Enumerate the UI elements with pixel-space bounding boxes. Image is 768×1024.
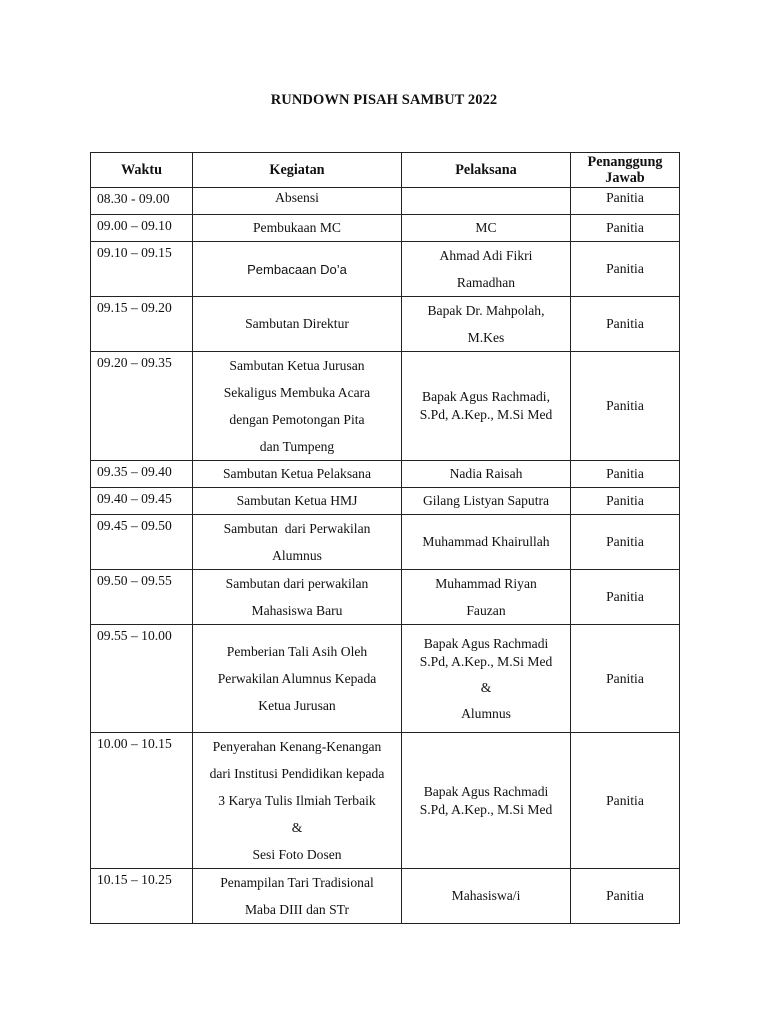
table-row: [91, 488, 680, 515]
cell-pj: Panitia: [571, 625, 680, 733]
table-row: [91, 625, 680, 733]
kegiatan-line: 3 Karya Tulis Ilmiah Terbaik: [218, 793, 376, 808]
table-row: [91, 515, 680, 570]
cell-waktu: 09.40 – 09.45: [91, 488, 193, 515]
kegiatan-line: Penyerahan Kenang-Kenangan: [212, 739, 382, 754]
table-row: [91, 215, 680, 242]
cell-kegiatan: [193, 188, 402, 215]
header-penanggung-jawab: [571, 153, 680, 188]
pelaksana-line: Fauzan: [466, 603, 506, 618]
cell-pj: [571, 188, 680, 215]
cell-pj: Panitia: [571, 733, 680, 869]
cell-waktu: 09.45 – 09.50: [91, 515, 193, 570]
pj-text: Panitia: [606, 190, 644, 205]
cell-waktu: 09.50 – 09.55: [91, 570, 193, 625]
kegiatan-line: Sekaligus Membuka Acara: [223, 385, 371, 400]
cell-waktu: 09.55 – 10.00: [91, 625, 193, 733]
cell-waktu: 10.15 – 10.25: [91, 869, 193, 924]
cell-pelaksana: [402, 242, 571, 297]
cell-pelaksana: MC: [402, 215, 571, 242]
table-row: [91, 297, 680, 352]
cell-kegiatan: Sambutan Ketua Pelaksana: [193, 461, 402, 488]
cell-kegiatan: Pembacaan Do’a: [193, 242, 402, 297]
table-row: [91, 242, 680, 297]
table-row: [91, 733, 680, 869]
rundown-table: [90, 152, 680, 924]
cell-pelaksana: Mahasiswa/i: [402, 869, 571, 924]
kegiatan-line: Maba DIII dan STr: [244, 902, 350, 917]
cell-kegiatan: [193, 625, 402, 733]
pelaksana-line: Ramadhan: [456, 275, 516, 290]
table-row: [91, 869, 680, 924]
pelaksana-line: S.Pd, A.Kep., M.Si Med: [419, 801, 553, 817]
header-pelaksana: Pelaksana: [402, 153, 571, 188]
cell-pelaksana: [402, 297, 571, 352]
cell-waktu: 09.10 – 09.15: [91, 242, 193, 297]
cell-pj: Panitia: [571, 352, 680, 461]
kegiatan-line: Perwakilan Alumnus Kepada: [217, 671, 377, 686]
cell-pelaksana: [402, 352, 571, 461]
cell-kegiatan: Sambutan Direktur: [193, 297, 402, 352]
cell-waktu: 08.30 - 09.00: [91, 188, 193, 215]
cell-kegiatan: [193, 352, 402, 461]
cell-pj: Panitia: [571, 215, 680, 242]
pelaksana-line: Ahmad Adi Fikri: [439, 248, 533, 263]
kegiatan-line: Penampilan Tari Tradisional: [220, 875, 374, 890]
cell-pj: Panitia: [571, 297, 680, 352]
cell-waktu: 09.15 – 09.20: [91, 297, 193, 352]
cell-waktu: 09.35 – 09.40: [91, 461, 193, 488]
kegiatan-line: Sambutan Ketua Jurusan: [229, 358, 365, 373]
pelaksana-line: Muhammad Riyan: [435, 576, 537, 591]
kegiatan-line: Sambutan dari perwakilan: [225, 576, 369, 591]
cell-kegiatan: [193, 515, 402, 570]
cell-kegiatan: [193, 570, 402, 625]
cell-pelaksana: [402, 733, 571, 869]
cell-pj: Panitia: [571, 488, 680, 515]
kegiatan-line: Sambutan dari Perwakilan: [223, 521, 371, 536]
pelaksana-line: Bapak Agus Rachmadi,: [422, 389, 550, 404]
kegiatan-line: Mahasiswa Baru: [251, 603, 343, 618]
kegiatan-line: Ketua Jurusan: [258, 698, 336, 713]
table-row: [91, 352, 680, 461]
cell-kegiatan: Pembukaan MC: [193, 215, 402, 242]
pelaksana-line: Bapak Agus Rachmadi: [423, 783, 549, 799]
table-row: [91, 461, 680, 488]
cell-pj: Panitia: [571, 515, 680, 570]
cell-pelaksana: [402, 625, 571, 733]
pelaksana-line: &: [480, 679, 492, 695]
pelaksana-line: M.Kes: [467, 330, 505, 345]
pelaksana-line: S.Pd, A.Kep., M.Si Med: [419, 653, 553, 669]
cell-pj: Panitia: [571, 242, 680, 297]
kegiatan-line: dari Institusi Pendidikan kepada: [209, 766, 385, 781]
pelaksana-line: Bapak Dr. Mahpolah,: [427, 303, 545, 318]
kegiatan-line: &: [291, 820, 303, 835]
kegiatan-line: Pemberian Tali Asih Oleh: [226, 644, 368, 659]
pelaksana-line: S.Pd, A.Kep., M.Si Med: [419, 407, 553, 422]
pelaksana-line: Alumnus: [461, 705, 511, 721]
header-waktu: Waktu: [91, 153, 193, 188]
kegiatan-line: dengan Pemotongan Pita: [229, 412, 365, 427]
cell-kegiatan: Sambutan Ketua HMJ: [193, 488, 402, 515]
cell-kegiatan: [193, 869, 402, 924]
kegiatan-line: dan Tumpeng: [259, 439, 335, 454]
table-row: [91, 570, 680, 625]
kegiatan-line: Alumnus: [272, 548, 322, 563]
cell-pelaksana: [402, 570, 571, 625]
cell-pj: Panitia: [571, 869, 680, 924]
cell-pelaksana: Gilang Listyan Saputra: [402, 488, 571, 515]
cell-pj: Panitia: [571, 570, 680, 625]
cell-waktu: 10.00 – 10.15: [91, 733, 193, 869]
header-pj-line2: Jawab: [605, 170, 645, 186]
header-pj-line1: Penanggung: [587, 154, 663, 170]
table-row: [91, 188, 680, 215]
cell-pelaksana: Nadia Raisah: [402, 461, 571, 488]
kegiatan-line: Sesi Foto Dosen: [252, 847, 342, 862]
header-kegiatan: Kegiatan: [193, 153, 402, 188]
cell-pelaksana: [402, 188, 571, 215]
cell-pelaksana: Muhammad Khairullah: [402, 515, 571, 570]
kegiatan-line: Absensi: [275, 190, 319, 205]
cell-waktu: 09.20 – 09.35: [91, 352, 193, 461]
cell-kegiatan: [193, 733, 402, 869]
table-header-row: [91, 153, 680, 188]
cell-pj: Panitia: [571, 461, 680, 488]
document-title: RUNDOWN PISAH SAMBUT 2022: [270, 92, 498, 108]
cell-waktu: 09.00 – 09.10: [91, 215, 193, 242]
pelaksana-line: Bapak Agus Rachmadi: [423, 635, 549, 651]
